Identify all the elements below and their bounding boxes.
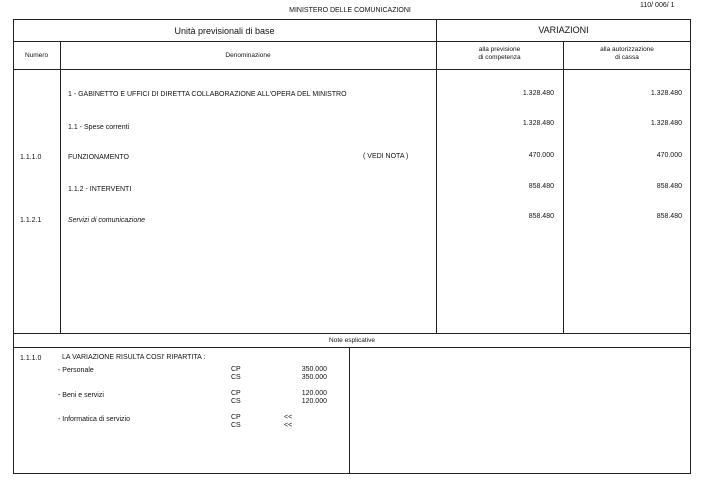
table-row-competenza: 470.000 [528, 152, 554, 159]
header-numero: Numero [24, 52, 49, 59]
header-variazioni: VARIAZIONI [538, 25, 589, 35]
header-denominazione: Denominazione [225, 52, 271, 59]
notes-numero: 1.1.1.0 [20, 355, 42, 362]
note-item-label: - Beni e servizi [58, 392, 104, 399]
note-item-label: - Informatica di servizio [58, 416, 130, 423]
notes-intro: LA VARIAZIONE RISULTA COSI' RIPARTITA : [62, 354, 206, 361]
header-upb: Unità previsionali di base [174, 26, 275, 36]
table-row-nota: ( VEDI NOTA ) [363, 153, 409, 160]
table-row-cassa: 858.480 [656, 213, 682, 220]
header-cassa-line1: alla autorizzazione [600, 46, 654, 53]
note-item-cp: CP [231, 366, 241, 373]
note-item-cs-value: 120.000 [301, 398, 327, 405]
header-competenza-line2: di competenza [478, 54, 521, 61]
notes-top-line [13, 333, 691, 334]
main-table [13, 19, 691, 474]
page-code: 110/ 006/ 1 [640, 2, 675, 9]
note-item-cp-value: 350.000 [301, 366, 327, 373]
table-row-numero: 1.1.1.0 [20, 154, 42, 161]
table-row-competenza: 1.328.480 [522, 120, 554, 127]
notes-divider [349, 347, 350, 474]
table-row-cassa: 858.480 [656, 183, 682, 190]
col-divider-variazioni [436, 19, 437, 333]
col-divider-numero [60, 41, 61, 333]
table-row-competenza: 1.328.480 [522, 90, 554, 97]
table-row-competenza: 858.480 [528, 183, 554, 190]
note-item-cs-value: << [284, 422, 293, 429]
note-item-cp: CP [231, 414, 241, 421]
notes-title: Note esplicative [329, 337, 375, 344]
table-row-competenza: 858.480 [528, 213, 554, 220]
note-item-cs: CS [231, 374, 241, 381]
notes-header-line [13, 347, 691, 348]
header-cassa-line2: di cassa [615, 54, 639, 61]
note-item-cp-value: << [284, 414, 293, 421]
ministry-title: MINISTERO DELLE COMUNICAZIONI [289, 7, 411, 14]
note-item-cs: CS [231, 398, 241, 405]
note-item-cp: CP [231, 390, 241, 397]
table-row-denominazione: Servizi di comunicazione [68, 217, 146, 224]
header-divider-2 [13, 69, 691, 70]
table-row-denominazione: 1.1.2 - INTERVENTI [68, 186, 132, 193]
table-row-numero: 1.1.2.1 [20, 217, 42, 224]
note-item-cs-value: 350.000 [301, 374, 327, 381]
header-competenza-line1: alla previsione [478, 46, 521, 53]
table-row-denominazione: 1 - GABINETTO E UFFICI DI DIRETTA COLLABORAZIONE ALL'OPERA DEL MINISTRO [68, 91, 347, 98]
table-row-cassa: 1.328.480 [650, 120, 682, 127]
header-competenza [436, 46, 563, 62]
note-item-cs: CS [231, 422, 241, 429]
note-item-label: - Personale [58, 367, 94, 374]
table-row-cassa: 470.000 [656, 152, 682, 159]
header-divider-1 [13, 41, 691, 42]
header-cassa [563, 46, 691, 62]
table-row-cassa: 1.328.480 [650, 90, 682, 97]
table-row-denominazione: 1.1 - Spese correnti [68, 124, 130, 131]
note-item-cp-value: 120.000 [301, 390, 327, 397]
table-row-denominazione: FUNZIONAMENTO [68, 154, 129, 161]
